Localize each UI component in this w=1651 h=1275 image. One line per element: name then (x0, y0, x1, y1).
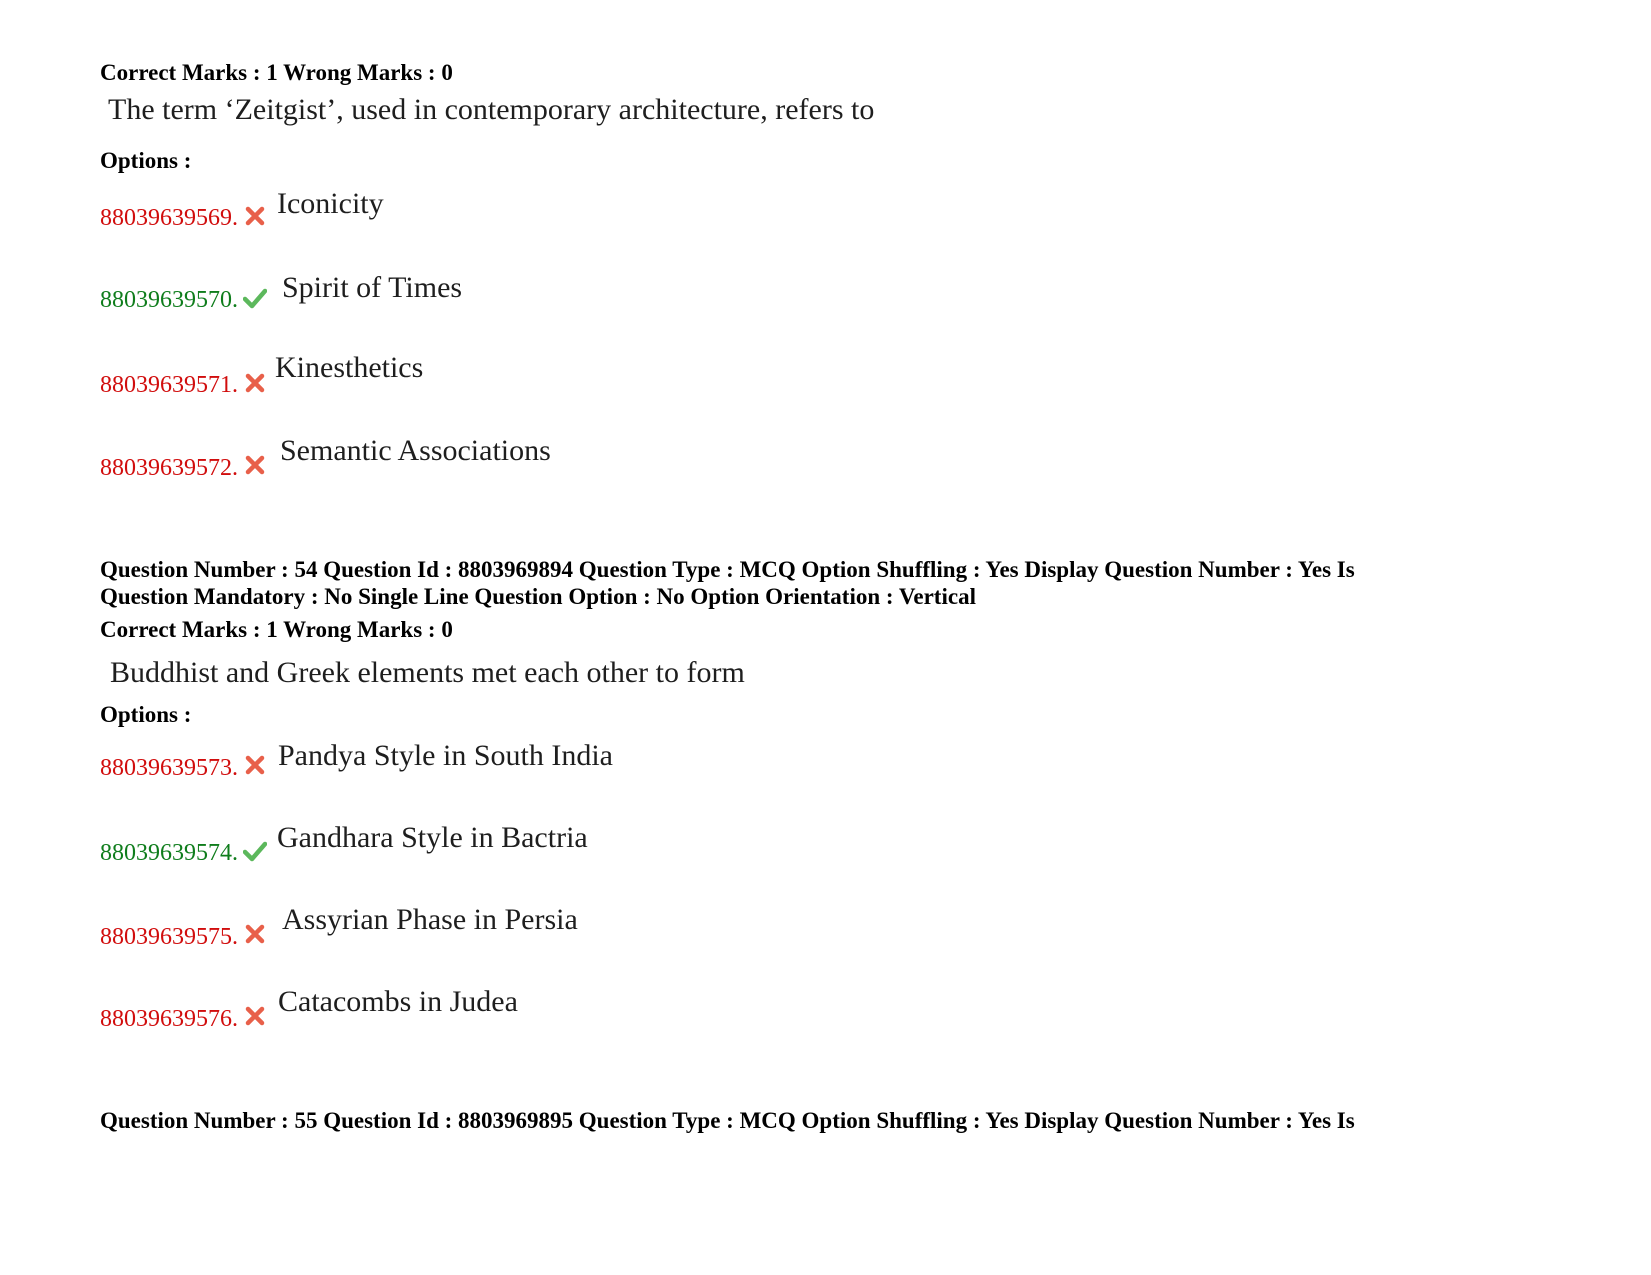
q53-option-1-text: Iconicity (277, 187, 384, 220)
q54-option-3-id: 88039639575. (100, 924, 238, 950)
q53-option-3-id: 88039639571. (100, 372, 238, 398)
q53-marks: Correct Marks : 1 Wrong Marks : 0 (100, 60, 453, 85)
q53-options-label: Options : (100, 148, 192, 173)
q54-header-line-1: Question Number : 54 Question Id : 8803969894 Question Type : MCQ Option Shuffling : Yes Display Question Number : Yes Is (100, 557, 1355, 582)
q54-options-label: Options : (100, 702, 192, 727)
cross-icon (244, 372, 266, 394)
q53-option-2-id: 88039639570. (100, 287, 238, 313)
cross-icon (244, 1005, 266, 1027)
q54-option-2-id: 88039639574. (100, 840, 238, 866)
q54-option-4-id: 88039639576. (100, 1006, 238, 1032)
q54-header-line-2: Question Mandatory : No Single Line Question Option : No Option Orientation : Vertical (100, 584, 976, 609)
cross-icon (244, 754, 266, 776)
q53-option-2-text: Spirit of Times (282, 271, 463, 304)
q53-option-3-text: Kinesthetics (275, 351, 424, 384)
cross-icon (244, 923, 266, 945)
cross-icon (244, 205, 266, 227)
q53-option-1-id: 88039639569. (100, 205, 238, 231)
q55-header-line-1: Question Number : 55 Question Id : 8803969895 Question Type : MCQ Option Shuffling : Yes Display Question Number : Yes Is (100, 1108, 1355, 1133)
q54-option-3-text: Assyrian Phase in Persia (282, 903, 578, 936)
check-icon (243, 287, 267, 309)
q54-marks: Correct Marks : 1 Wrong Marks : 0 (100, 617, 453, 642)
cross-icon (244, 454, 266, 476)
q53-question-text: The term ‘Zeitgist’, used in contemporary architecture, refers to (108, 93, 875, 126)
q53-option-4-id: 88039639572. (100, 455, 238, 481)
q53-option-4-text: Semantic Associations (280, 434, 551, 467)
q54-option-4-text: Catacombs in Judea (278, 985, 518, 1018)
q54-question-text: Buddhist and Greek elements met each other to form (110, 656, 745, 689)
q54-option-1-id: 88039639573. (100, 755, 238, 781)
q54-option-2-text: Gandhara Style in Bactria (277, 821, 588, 854)
q54-option-1-text: Pandya Style in South India (278, 739, 613, 772)
check-icon (243, 840, 267, 862)
